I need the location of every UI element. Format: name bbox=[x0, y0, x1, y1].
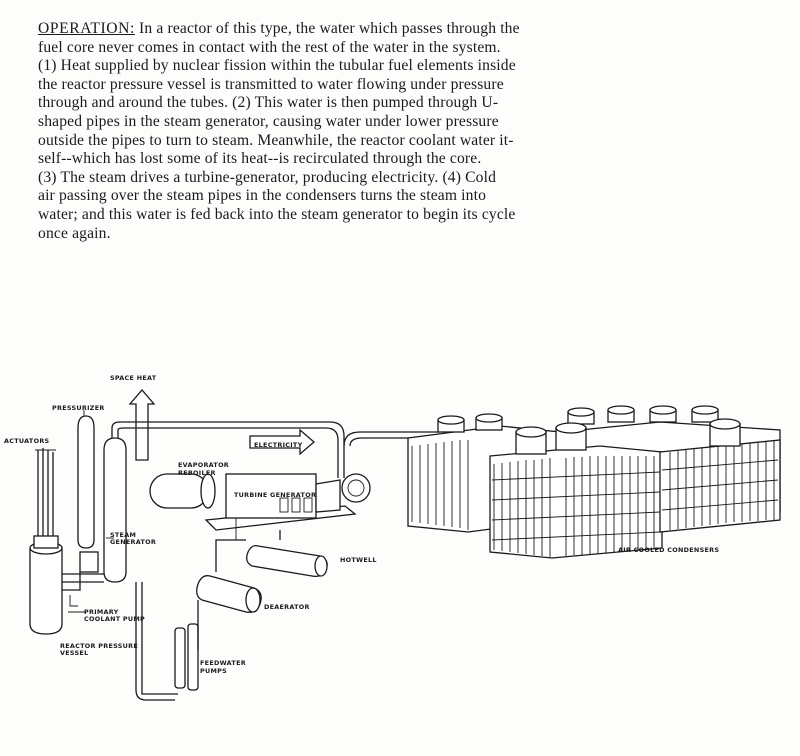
paragraph-line-text: In a reactor of this type, the water which passes through the bbox=[134, 20, 520, 37]
paragraph-line: (1) Heat supplied by nuclear fission within the tubular fuel elements inside bbox=[38, 57, 516, 75]
pressurizer bbox=[78, 416, 94, 548]
evaporator-reboiler bbox=[150, 474, 215, 508]
reactor-pressure-vessel bbox=[30, 536, 62, 634]
reactor-plant-diagram bbox=[0, 360, 800, 756]
deaerator bbox=[197, 576, 261, 613]
turbine-generator bbox=[206, 474, 370, 530]
paragraph-line: (3) The steam drives a turbine-generator, producing electricity. (4) Cold bbox=[38, 168, 497, 186]
paragraph-line: through and around the tubes. (2) This water is then pumped through U- bbox=[38, 94, 499, 112]
paragraph-line: fuel core never comes in contact with the rest of the water in the system. bbox=[38, 38, 501, 56]
primary-label: PRIMARY bbox=[84, 608, 119, 616]
coolant-pump-label: COOLANT PUMP bbox=[84, 615, 146, 623]
paragraph-line: air passing over the steam pipes in the condensers turns the steam into bbox=[38, 187, 487, 205]
evaporator-label: EVAPORATOR bbox=[178, 461, 230, 469]
reactor-pressure-label: REACTOR PRESSURE bbox=[60, 642, 139, 650]
actuators-label: ACTUATORS bbox=[4, 437, 50, 445]
reboiler-label: REBOILER bbox=[178, 469, 216, 477]
paragraph-line: shaped pipes in the steam generator, causing water under lower pressure bbox=[38, 112, 499, 130]
paragraph-line: self--which has lost some of its heat--is recirculated through the core. bbox=[38, 150, 482, 168]
paragraph-line: once again. bbox=[38, 224, 111, 242]
paragraph-line bbox=[38, 20, 738, 39]
space-heat-arrow bbox=[130, 390, 154, 460]
air-cooled-condensers-label: AIR COOLED CONDENSERS bbox=[618, 546, 720, 554]
vessel-label: VESSEL bbox=[60, 649, 89, 657]
primary-coolant-pump bbox=[62, 552, 104, 606]
steam-generator bbox=[104, 438, 126, 582]
hotwell bbox=[247, 546, 327, 577]
turbine-generator-label: TURBINE GENERATOR bbox=[234, 491, 317, 499]
feedwater-pumps bbox=[175, 624, 198, 690]
electricity-label: ELECTRICITY bbox=[254, 441, 303, 449]
paragraph-line: water; and this water is fed back into the steam generator to begin its cycle bbox=[38, 205, 516, 223]
generator-label: GENERATOR bbox=[110, 538, 157, 546]
operation-paragraph bbox=[38, 20, 738, 243]
space-heat-label: SPACE HEAT bbox=[110, 374, 157, 382]
paragraph-line: the reactor pressure vessel is transmitted to water flowing under pressure bbox=[38, 75, 504, 93]
pressurizer-label: PRESSURIZER bbox=[52, 404, 105, 412]
air-cooled-condensers bbox=[408, 406, 780, 558]
actuators bbox=[35, 448, 56, 540]
hotwell-label: HOTWELL bbox=[340, 556, 377, 564]
pumps-label: PUMPS bbox=[200, 667, 228, 675]
operation-heading: OPERATION: bbox=[38, 20, 135, 37]
feedwater-label: FEEDWATER bbox=[200, 659, 246, 667]
paragraph-line: outside the pipes to turn to steam. Meanwhile, the reactor coolant water it- bbox=[38, 131, 514, 149]
steam-label: STEAM bbox=[110, 531, 137, 539]
deaerator-label: DEAERATOR bbox=[264, 603, 310, 611]
